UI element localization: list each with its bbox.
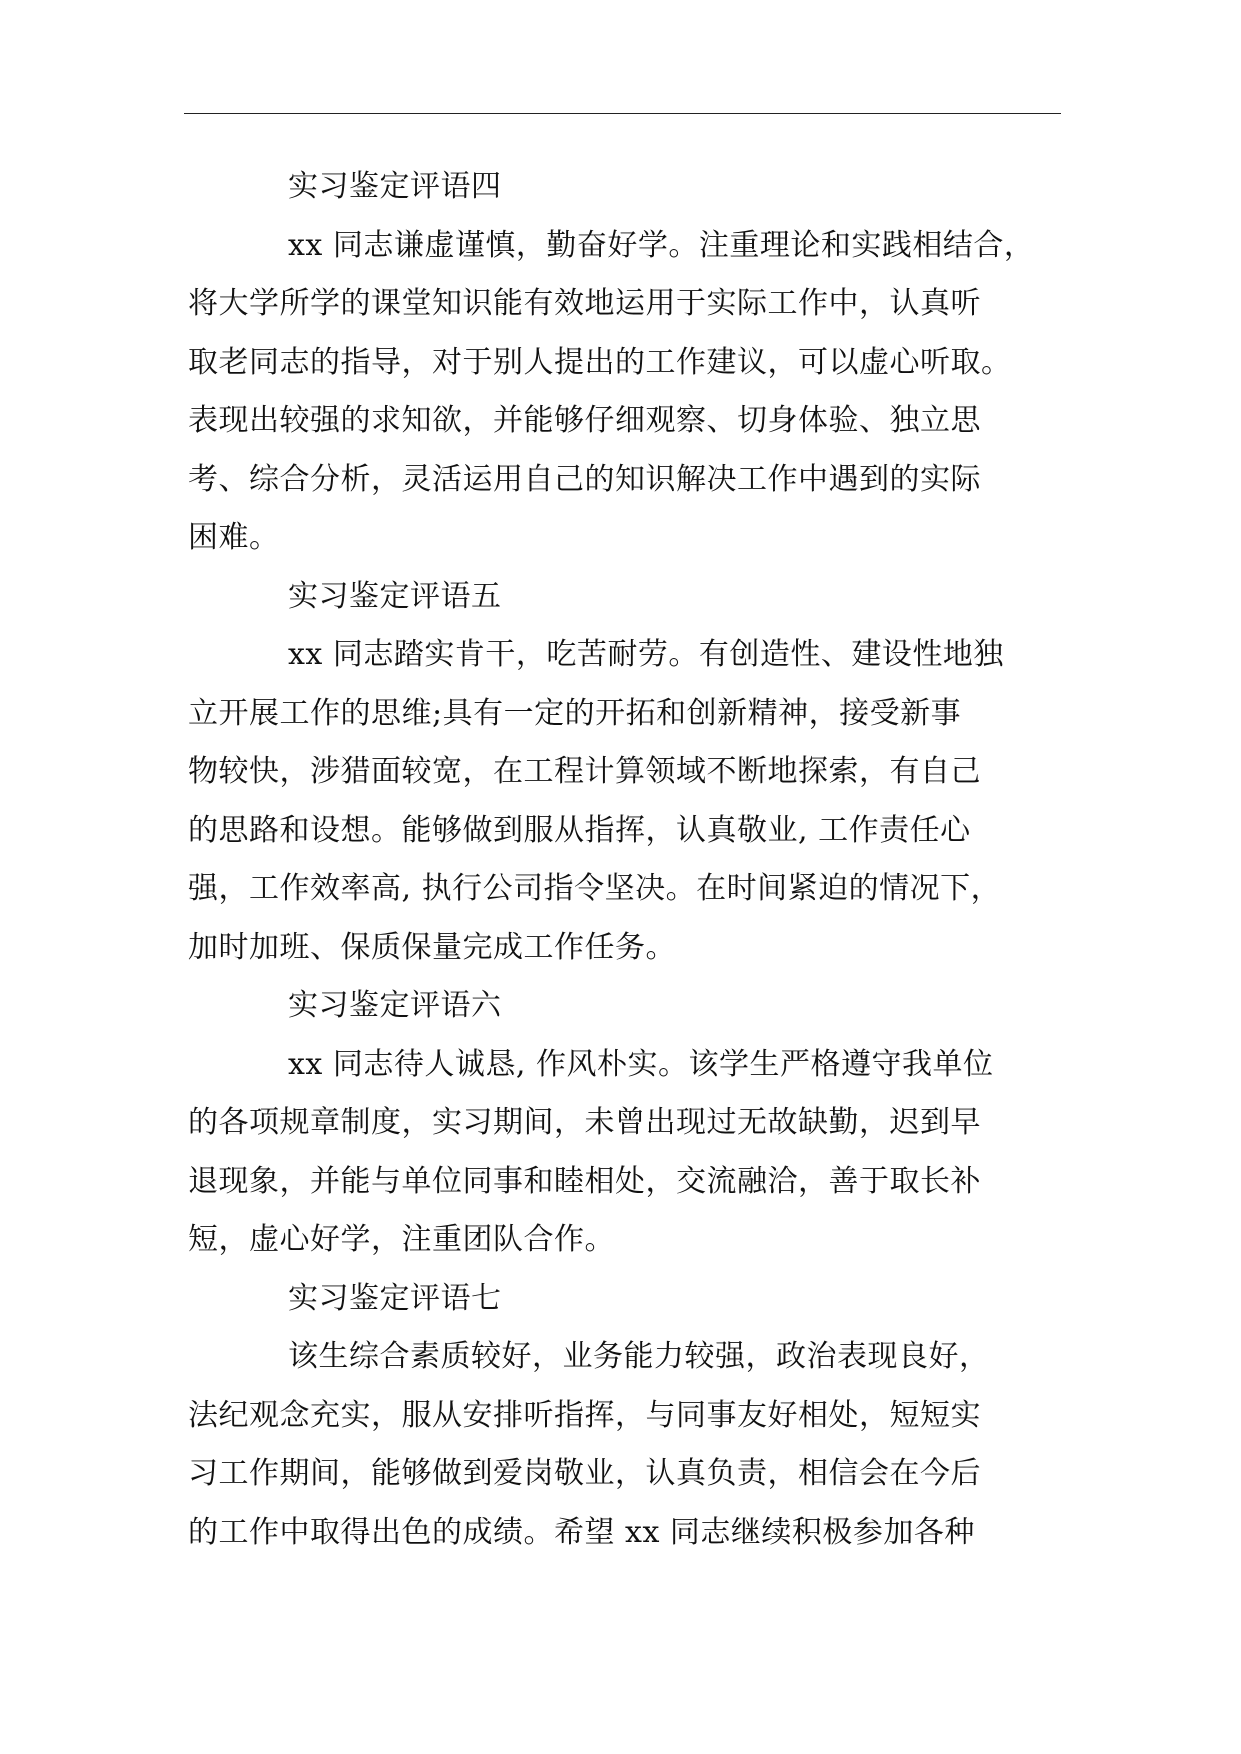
section-heading: 实习鉴定评语七 [288, 1280, 502, 1316]
paragraph-line: 法纪观念充实，服从安排听指挥，与同事友好相处，短短实 [188, 1397, 981, 1433]
paragraph-line: 加时加班、保质保量完成工作任务。 [188, 929, 676, 965]
paragraph-line: xx 同志踏实肯干，吃苦耐劳。有创造性、建设性地独 [288, 637, 1004, 672]
paragraph-line: 将大学所学的课堂知识能有效地运用于实际工作中，认真听 [188, 286, 981, 321]
paragraph-line: 物较快，涉猎面较宽，在工程计算领域不断地探索，有自己 [188, 754, 981, 789]
paragraph-line: 取老同志的指导，对于别人提出的工作建议，可以虚心听取。 [188, 344, 1012, 380]
section-heading: 实习鉴定评语五 [288, 578, 502, 614]
paragraph-line: 短，虚心好学，注重团队合作。 [188, 1222, 615, 1257]
paragraph-line: xx 同志待人诚恳, 作风朴实。该学生严格遵守我单位 [288, 1046, 994, 1082]
paragraph-line: 立开展工作的思维;具有一定的开拓和创新精神，接受新事 [188, 695, 962, 731]
header-rule [184, 113, 1061, 114]
paragraph-line: 的思路和设想。能够做到服从指挥，认真敬业, 工作责任心 [188, 812, 971, 848]
section-heading: 实习鉴定评语四 [288, 169, 502, 204]
paragraph-line: 的各项规章制度，实习期间，未曾出现过无故缺勤，迟到早 [188, 1105, 981, 1140]
paragraph-line: 困难。 [188, 520, 280, 555]
document-body [188, 158, 1058, 1562]
section-heading: 实习鉴定评语六 [288, 988, 502, 1023]
paragraph-line: xx 同志谦虚谨慎，勤奋好学。注重理论和实践相结合， [288, 227, 1035, 263]
paragraph-line: 表现出较强的求知欲，并能够仔细观察、切身体验、独立思 [188, 403, 981, 438]
paragraph-line: 习工作期间，能够做到爱岗敬业，认真负责，相信会在今后 [188, 1456, 981, 1491]
paragraph-line: 考、综合分析，灵活运用自己的知识解决工作中遇到的实际 [188, 461, 981, 497]
paragraph-line: 该生综合素质较好，业务能力较强，政治表现良好， [288, 1339, 990, 1374]
paragraph-line: 强，工作效率高, 执行公司指令坚决。在时间紧迫的情况下， [188, 871, 1002, 906]
paragraph-line: 退现象，并能与单位同事和睦相处，交流融洽，善于取长补 [188, 1163, 981, 1199]
paragraph-line: 的工作中取得出色的成绩。希望 xx 同志继续积极参加各种 [188, 1514, 975, 1550]
